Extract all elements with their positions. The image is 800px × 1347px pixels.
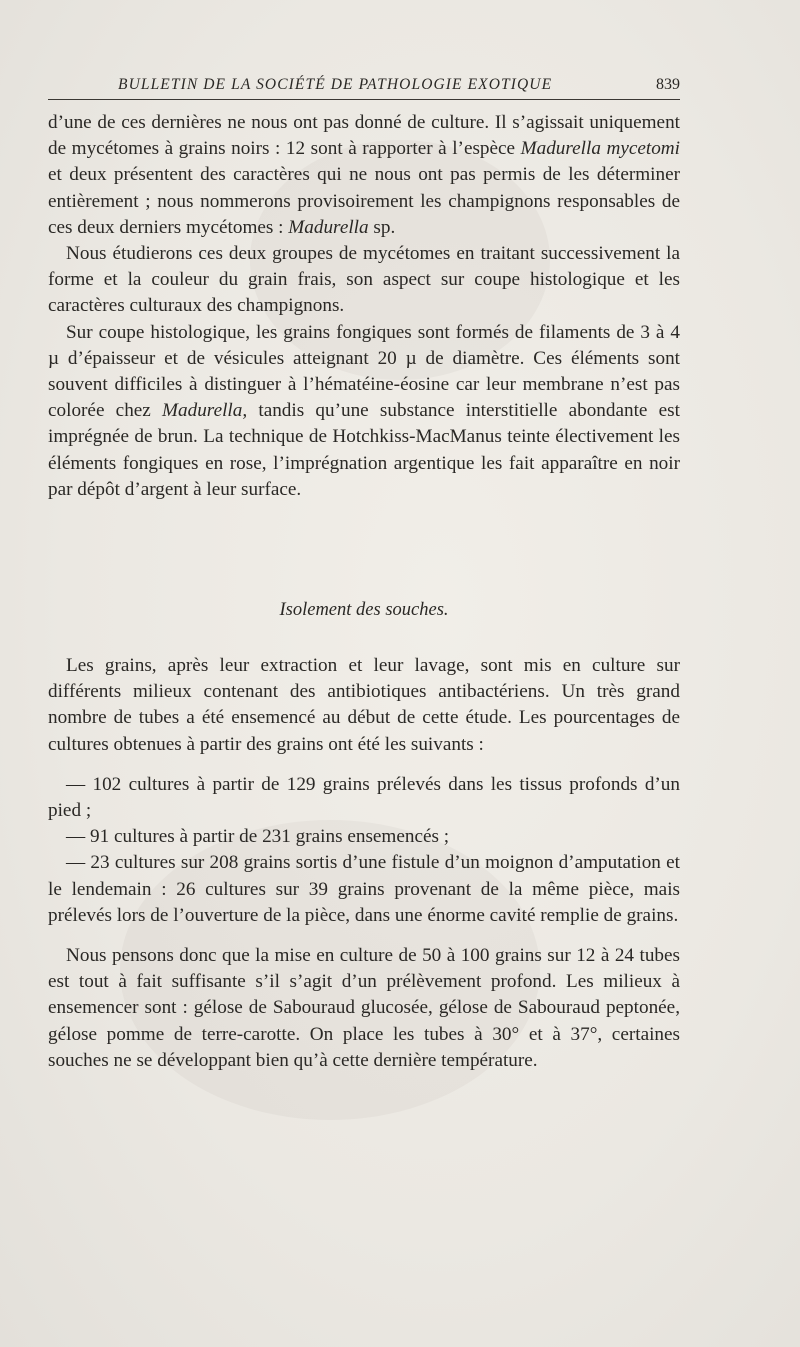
- paragraph-gap: [48, 758, 680, 772]
- header-rule: [48, 99, 680, 100]
- running-title: BULLETIN DE LA SOCIÉTÉ DE PATHOLOGIE EXOTIQUE: [118, 76, 553, 93]
- page-header: [48, 72, 680, 100]
- paragraph: [48, 320, 680, 503]
- italic-term: Madurella mycetomi: [520, 138, 680, 160]
- list-item: — 23 cultures sur 208 grains sortis d’une fistule d’un moignon d’amputation et le lendemain : 26 cultures sur 39 grains provenant de la même pièce, mais prélevés lors de l’ouverture de la pièce, dans une énorme cavité remplie de grains.: [48, 852, 680, 926]
- list-item: — 102 cultures à partir de 129 grains prélevés dans les tissus profonds d’un pied ;: [48, 773, 680, 822]
- text-run: d’une de ces dernières ne nous ont pas donné de culture. Il s’agissait uniquement de mycétomes à grains noirs : 12 sont à rapporter à l’espèce: [48, 112, 680, 160]
- list-item: — 91 cultures à partir de 231 grains ensemencés ;: [66, 826, 450, 848]
- paragraph: Les grains, après leur extraction et leur lavage, sont mis en culture sur différents milieux contenant des antibiotiques antibactériens. Un très grand nombre de tubes a été ensemencé au début de cette étude. Les pourcentages de cultures obtenues à partir des grains ont été les suivants :: [48, 655, 680, 755]
- page-number: 839: [656, 76, 680, 93]
- italic-term: Madurella: [288, 216, 369, 238]
- section-heading: Isolement des souches.: [279, 600, 449, 620]
- text-run: Sur coupe histologique, les grains fongiques sont formés de filaments de 3 à 4 µ d’épaisseur et de vésicules atteignant 20 µ de diamètre. Ces éléments sont souvent difficiles à distinguer à l’hématéine-éosine car leur membrane n’est pas colorée chez: [48, 321, 680, 422]
- text-run: et deux présentent des caractères qui ne nous ont pas permis de les déterminer entièrement ; nous nommerons provisoirement les champignons responsables de ces deux derniers mycétomes :: [48, 164, 680, 238]
- text-run: Nous étudierons ces deux groupes de mycétomes en traitant successivement la forme et la couleur du grain frais, son aspect sur coupe histologique et les caractères culturaux des champignons.: [48, 243, 680, 317]
- paragraph: [48, 241, 680, 320]
- body-text-part1: [48, 110, 680, 503]
- body-text-part2: [48, 653, 680, 1074]
- italic-term: Madurella,: [162, 400, 248, 422]
- paragraph-gap: [48, 929, 680, 943]
- paragraph: Nous pensons donc que la mise en culture de 50 à 100 grains sur 12 à 24 tubes est tout à fait suffisante s’il s’agit d’un prélèvement profond. Les milieux à ensemencer sont : gélose de Sabouraud glucosée, gélose de Sabouraud peptonée, gélose pomme de terre-carotte. On place les tubes à 30° et à 37°, certaines souches ne se développant bien qu’à cette dernière température.: [48, 945, 680, 1071]
- text-run: sp.: [368, 216, 396, 238]
- paragraph: [48, 110, 680, 241]
- text-run: tandis qu’une substance interstitielle abondante est imprégnée de brun. La technique de Hotchkiss-MacManus teinte électivement les éléments fongiques en rose, l’imprégnation argentique les fait apparaître en noir par dépôt d’argent à leur surface.: [48, 400, 680, 500]
